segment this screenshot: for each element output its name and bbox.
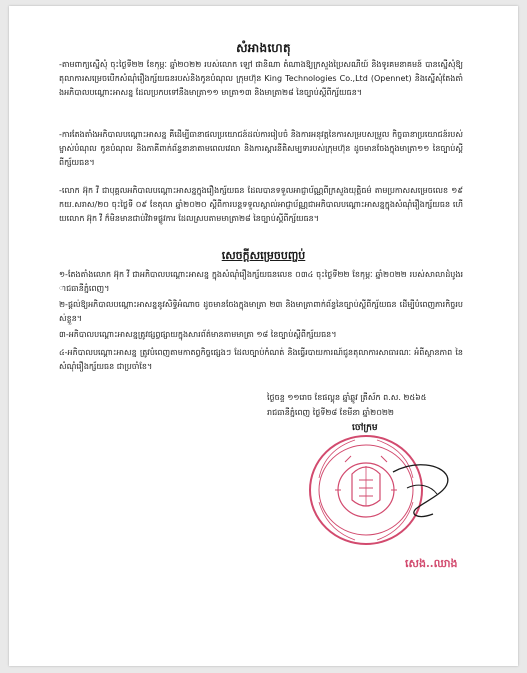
document-heading: សំអាងហេតុ xyxy=(236,41,291,55)
reason-paragraph-1: -តាមពាក្យស្នើសុំ ចុះថ្ងៃទី២២ ខែកុម្ភៈ ឆ្នាំ២០២២ របស់លោក ឡៅ ផានិណា តំណាងឱ្យក្រសួងប្រៃសណីយ៍ និងទូរគមនាគមន៍ បានស្នើសុំឱ្យតុលាការសម្រេចបើកសំណុំរឿងក្ស័យធនរបស់និងកូនបំណុល ក្រុមហ៊ុន King Technologies Co.,Ltd (Opennet) និងស្នើសុំតែងតាំងអភិបាលបណ្ដោះអាសន្ន ដែលប្រកបទៅនឹងមាត្រា១១ មាត្រា១៣ និងមាត្រា២៨ នៃច្បាប់ស្ដីពីក្ស័យធន។ xyxy=(59,60,463,97)
decision-item-3: ៣-អភិបាលបណ្ដោះអាសន្នត្រូវផ្សព្វផ្សាយក្នុងសារព័ត៌មានតាមមាត្រា ១៨ នៃច្បាប់ស្ដីពីក្ស័យធន។ xyxy=(59,330,337,339)
decision-item-2: ២-ផ្ដល់ឱ្យអភិបាលបណ្ដោះអាសន្ននូវសិទ្ធិអំណាច ដូចមានចែងក្នុងមាត្រា ២៣ និងមាត្រាពាក់ព័ន្ធនៃច្បាប់ស្ដីពីក្ស័យធន ដើម្បីបំពេញភារកិច្ចរបស់ខ្លួន។ xyxy=(59,300,463,323)
decision-item-1: ១-តែងតាំងលោក អ៊ុក វី ជាអភិបាលបណ្ដោះអាសន្ន ក្នុងសំណុំរឿងក្ស័យធនលេខ ០៣៤ ចុះថ្ងៃទី២២ ខែកុម្ភៈ ឆ្នាំ២០២២ របស់សាលាដំបូងរាជធានីភ្នំពេញ។ xyxy=(59,270,463,293)
reason-paragraph-3: -លោក អ៊ុក វី ជាបុគ្គលអភិបាលបណ្ដោះអាសន្នក្នុងរឿងក្ស័យធន ដែលបានទទួលអាជ្ញាប័ណ្ណពីក្រសួងយុត្តិធម៌ តាមប្រកាសសម្រេចលេខ ១៩ កយ.សរាស/២០ ចុះថ្ងៃទី ០៩ ខែតុលា ឆ្នាំ២០២០ ស្ដីពីការបន្តទទួលស្គាល់អាជ្ញាប័ណ្ណជាអភិបាលបណ្ដោះអាសន្នក្នុងសំណុំរឿងក្ស័យធន ហើយលោក អ៊ុក វី ក៏មិនមានជាប់វិវាទផ្លូវការ ដែលស្របតាមមាត្រា២៨ នៃច្បាប់ស្ដីពីក្ស័យធន។ xyxy=(59,186,463,223)
decision-item-4: ៤-អភិបាលបណ្ដោះអាសន្ន ត្រូវបំពេញតាមកាតព្វកិច្ចផ្សេងៗ ដែលច្បាប់កំណត់ និងធ្វើរបាយការណ៍ជូនតុលាការសាធារណៈ អំពីស្ថានភាព នៃសំណុំរឿងក្ស័យធន ជាប្រចាំខែ។ xyxy=(59,348,463,371)
signature-icon xyxy=(387,454,457,524)
date-solar: រាជធានីភ្នំពេញ ថ្ងៃទី២៨ ខែមីនា ឆ្នាំ២០២២ xyxy=(267,408,394,417)
decision-heading: សេចក្ដីសម្រេចបញ្ចប់ xyxy=(221,249,306,262)
judge-title: ចៅក្រម xyxy=(352,423,378,433)
date-lunar: ថ្ងៃចន្ទ ១១រោច ខែផល្គុន ឆ្នាំឆ្លូវ ត្រីស័ក ព.ស. ២៥៦៥ xyxy=(267,393,427,402)
judge-signature-name: សេង..ឈាង xyxy=(405,557,458,570)
reason-paragraph-2: -ការតែងតាំងអភិបាលបណ្ដោះអាសន្ន គឺដើម្បីធានាផលប្រយោជន៍ដល់ការរៀបចំ និងការអនុវត្តនៃការសម្របសម្រួល កិច្ចធានាប្រយោជន៍របស់ម្ចាស់បំណុល កូនបំណុល និងភាគីពាក់ព័ន្ធនានាតាមពេលវេលា និងការស្ដារនីតិសម្បទារបស់ក្រុមហ៊ុន ដូចមានចែងក្នុងមាត្រា១១ នៃច្បាប់ស្ដីពីក្ស័យធន។ xyxy=(59,130,463,167)
document-page xyxy=(9,6,518,666)
